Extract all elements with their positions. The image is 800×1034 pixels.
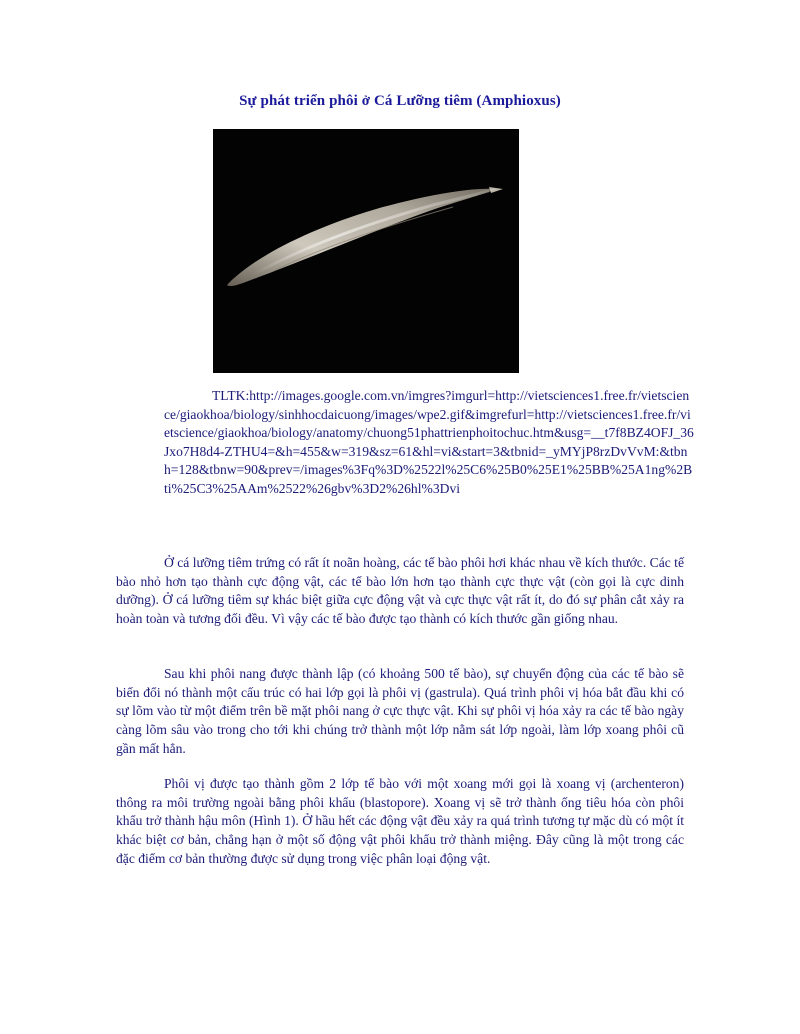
- paragraph-3: Phôi vị được tạo thành gồm 2 lớp tế bào với một xoang mới gọi là xoang vị (archenteron) thông ra môi trường ngoài bằng phôi khẩu (blastopore). Xoang vị sẽ trở thành ống tiêu hóa còn phôi khẩu trở thành hậu môn (Hình 1). Ở hầu hết các động vật đều xảy ra quá trình tương tự mặc dù có một ít khác biệt cơ bản, chẳng hạn ở một số động vật phôi khẩu trở thành miệng. Đây cũng là một trong các đặc điểm cơ bản thường được sử dụng trong việc phân loại động vật.: [116, 776, 684, 866]
- paragraph-2: Sau khi phôi nang được thành lập (có khoảng 500 tế bào), sự chuyển động của các tế bào sẽ biến đổi nó thành một cấu trúc có hai lớp gọi là phôi vị (gastrula). Quá trình phôi vị hóa bắt đầu khi có sự lõm vào từ một điểm trên bề mặt phôi nang ở cực thực vật. Khi sự phôi vị hóa xảy ra các tế bào ngày càng lõm sâu vào trong cho tới khi chúng trở thành một lớp nằm sát lớp ngoài, làm lớp xoang phôi cũ gần mất hẳn.: [116, 666, 684, 756]
- amphioxus-illustration: [213, 129, 519, 373]
- paragraph-1: Ở cá lưỡng tiêm trứng có rất ít noãn hoàng, các tế bào phôi hơi khác nhau về kích thước. Các tế bào nhỏ hơn tạo thành cực động vật, các tế bào lớn hơn tạo thành cực thực vật (còn gọi là cực dinh dưỡng). Ở cá lưỡng tiêm sự khác biệt giữa cực động vật và cực thực vật rất ít, do đó sự phân cắt xảy ra hoàn toàn và tương đối đều. Vì vậy các tế bào được tạo thành có kích thước gần giống nhau.: [116, 555, 684, 627]
- amphioxus-photo: [213, 129, 519, 373]
- reference-citation: TLTK:http://images.google.com.vn/imgres?imgurl=http://vietsciences1.free.fr/vietscience/giaokhoa/biology/sinhhocdaicuong/images/wpe2.gif&imgrefurl=http://vietsciences1.free.fr/vietscience/giaokhoa/biology/anatomy/chuong51phattrienphoitochuc.htm&usg=__t7f8BZ4OFJ_36Jxo7H8d4-ZTHU4=&h=455&w=319&sz=61&hl=vi&start=3&tbnid=_yMYjP8rzDvVvM:&tbnh=128&tbnw=90&prev=/images%3Fq%3D%2522l%25C6%25B0%25E1%25BB%25A1ng%2Bti%25C3%25AAm%2522%26gbv%3D2%26hl%3Dvi: [164, 388, 694, 496]
- document-title: Sự phát triển phôi ở Cá Lưỡng tiêm (Amphioxus): [239, 93, 561, 109]
